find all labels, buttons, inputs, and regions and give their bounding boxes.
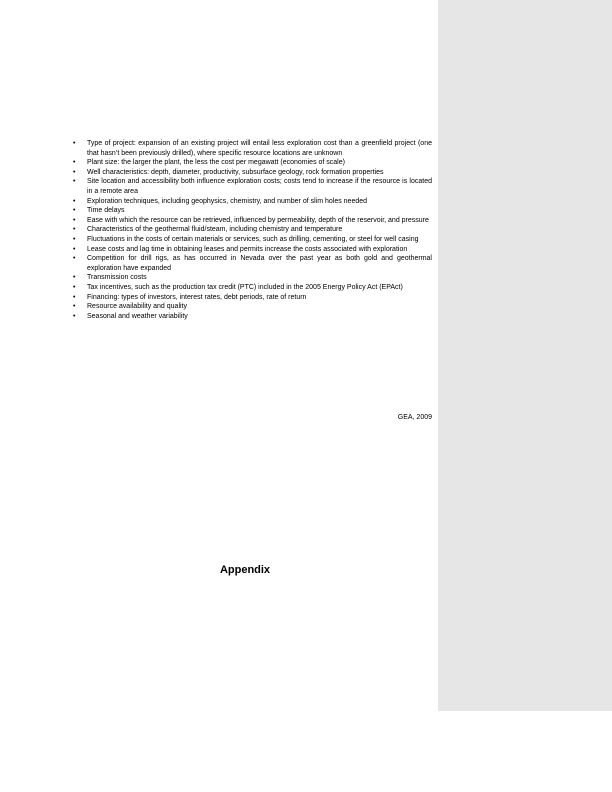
list-item-text: Financing: types of investors, interest rates, debt periods, rate of return [87,293,307,301]
list-item-text: Ease with which the resource can be retrieved, influenced by permeability, depth of the reservoir, and pressure [87,216,429,224]
list-item-text: Site location and accessibility both influence exploration costs; costs tend to increase if the resource is located in a remote area [87,178,432,195]
bullet-icon: • [73,216,76,224]
list-item [70,168,432,178]
comment-margin-pane [438,0,612,711]
list-item [70,312,432,322]
list-item [70,216,432,226]
list-item-text: Well characteristics: depth, diameter, productivity, subsurface geology, rock formation properties [87,168,384,176]
list-item [70,139,432,158]
list-item [70,293,432,303]
list-item-text: Exploration techniques, including geophysics, chemistry, and number of slim holes needed [87,197,368,205]
bullet-icon: • [73,168,76,176]
bullet-icon: • [73,159,76,167]
list-item [70,225,432,235]
list-item [70,177,432,196]
list-item [70,254,432,273]
list-item-text: Seasonal and weather variability [87,312,188,320]
cost-factors-list [70,139,432,321]
list-item-text: Lease costs and lag time in obtaining leases and permits increase the costs associated with exploration [87,245,408,253]
appendix-heading: Appendix [219,564,271,576]
bullet-icon: • [73,293,76,301]
list-item [70,235,432,245]
bullet-icon: • [73,303,76,311]
bullet-icon: • [73,235,76,243]
bullet-icon: • [73,226,76,234]
bullet-icon: • [73,207,76,215]
list-item-text: Resource availability and quality [87,303,187,311]
list-item-text: Plant size: the larger the plant, the less the cost per megawatt (economies of scale) [87,159,345,167]
comment-margin-background [438,0,612,711]
list-item-text: Tax incentives, such as the production tax credit (PTC) included in the 2005 Energy Policy Act (EPAct) [87,283,403,291]
list-item [70,302,432,312]
bullet-icon: • [73,178,76,186]
bullet-icon: • [73,283,76,291]
bullet-icon: • [73,245,76,253]
bullet-icon: • [73,312,76,320]
list-item-text: Competition for drill rigs, as has occurred in Nevada over the past year as both gold and geothermal exploration have expanded [87,255,432,272]
list-item [70,245,432,255]
list-item-text: Fluctuations in the costs of certain materials or services, such as drilling, cementing, or steel for well casing [87,235,419,243]
bullet-icon: • [73,274,76,282]
list-item [70,197,432,207]
bullet-icon: • [73,197,76,205]
list-item [70,283,432,293]
list-item-text: Transmission costs [87,274,147,282]
list-item [70,273,432,283]
list-item-text: Characteristics of the geothermal fluid/steam, including chemistry and temperature [87,226,343,234]
bullet-icon: • [73,140,76,147]
list-item-text: Time delays [87,207,125,215]
bullet-icon: • [73,255,76,263]
list-item-text: Type of project: expansion of an existing project will entail less exploration cost than a greenfield project (one that hasn’t been previously drilled), where specific resource locations are unknown [87,140,432,157]
source-citation: GEA, 2009 [397,414,432,421]
list-item [70,206,432,216]
list-item [70,158,432,168]
